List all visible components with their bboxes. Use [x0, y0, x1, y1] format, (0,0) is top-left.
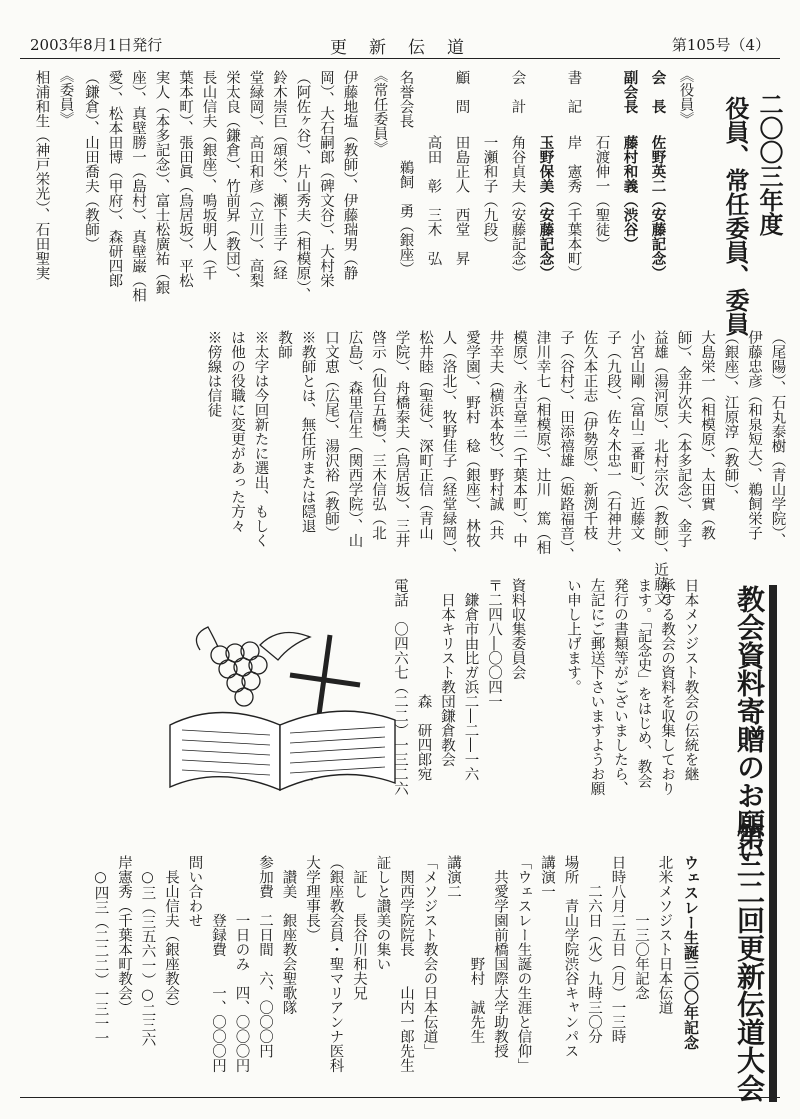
text-column: 承する教会の資料を収集しており — [659, 578, 675, 796]
officers-headline-year: 二〇〇三年度 — [755, 92, 784, 236]
officer-name: 玉野保美（安藤記念） — [537, 135, 555, 280]
text-column: 一三〇年記念 — [633, 855, 649, 1000]
text-column: 津川幸七（相模原）、辻川 篤（相 — [534, 330, 551, 555]
text-column: 「メソジスト教会の日本伝道」 — [421, 855, 438, 1058]
page-header — [0, 0, 800, 62]
text-column: （銀座）、江原淳（教師）、 — [722, 330, 739, 504]
text-column: 一日のみ 四、〇〇〇円 — [233, 855, 250, 1073]
text-column: ※教師とは、無任所または隠退 — [299, 330, 316, 533]
text-column: 師）、金井次夫（本多記念）、金子 — [675, 330, 692, 548]
text-column: 日本メソジスト教会の伝統を継 — [682, 578, 699, 781]
text-column: ※傍線は信徒 — [205, 330, 222, 417]
text-column: 長山信夫（銀座教会） — [163, 855, 179, 1015]
header-rule — [20, 58, 780, 59]
text-column: （銀座教会員・聖マリアンナ医科 — [327, 855, 344, 1073]
text-column: 長山信夫（銀座）、鳴坂明人（千 — [200, 70, 217, 281]
text-column: 子（九段）、佐々木忠一（石神井）、 — [605, 330, 621, 562]
text-column: 森 研四郎宛 — [415, 578, 432, 781]
text-column: 人（洛北）、牧野佳子（経堂緑岡）、 — [440, 330, 457, 562]
text-column: 鈴木崇巨（頌栄）、瀬下圭子（経 — [271, 70, 287, 281]
officer-name: 田島正人 西堂 昇 — [453, 135, 470, 266]
text-column: 「ウェスレー生誕の生涯と信仰」 — [515, 855, 532, 1073]
officer-role: 会 計 — [509, 70, 526, 114]
text-column: 啓示（仙台五橋）、三木信弘（北 — [370, 330, 386, 541]
text-column: 実人（本多記念）、富士松廣祐（銀 — [153, 70, 170, 295]
text-column: 関西学院院長 山内一郎先生 — [398, 855, 414, 1073]
text-column: 学院）、舟橋泰夫（鳥居坂）、三井 — [393, 330, 410, 548]
officer-name: 一瀬和子（九段） — [481, 135, 498, 251]
officer-role: 名誉会長 — [397, 70, 414, 128]
text-column: 北米メソジスト日本伝道 — [656, 855, 673, 1015]
text-column: 子（谷村）、田添禧雄（姫路福音）、 — [558, 330, 574, 562]
officer-name: 鵜飼 勇（銀座） — [397, 160, 414, 276]
text-column: （鎌倉）、山田喬夫（教師） — [83, 70, 99, 252]
open-bible-icon — [170, 711, 395, 790]
officers-headline-title: 役員、常任委員、委員 — [721, 96, 750, 336]
text-column: 左記にご郵送下さいますようお願 — [588, 578, 605, 796]
text-column: 小宮山剛（富山二番町）、近藤文 — [628, 330, 645, 541]
text-column: は他の役職に変更があった方々 — [229, 330, 245, 533]
text-column: 問い合わせ — [186, 855, 203, 928]
text-column: 座）、真壁勝一（島村）、真壁巌（相 — [130, 70, 146, 302]
text-column: ○三（三五六一）○二三六 — [139, 855, 156, 1047]
text-column: 発行の書類等がございましたら、 — [612, 578, 628, 796]
text-column: 佐久本正志（伊勢原）、新渕千枝 — [581, 330, 598, 541]
text-column: ます。「記念史」をはじめ、教会 — [635, 578, 652, 789]
issue-number: 第105号（4） — [671, 36, 770, 54]
text-column: 讃美 銀座教会聖歌隊 — [280, 855, 297, 1015]
text-column: ※太字は今回新たに選出、もしく — [252, 330, 269, 548]
text-column: （阿佐ヶ谷）、片山秀夫（相模原）、 — [294, 70, 311, 302]
text-column: 二六日（火）九時三〇分 — [586, 855, 602, 1044]
text-column: 相浦和生（神戸栄光）、石田聖実 — [33, 70, 50, 281]
text-column: 岡）、大石嗣郎（碑文谷）、大村栄 — [318, 70, 334, 288]
officer-name: 藤村和義（渋谷） — [621, 135, 639, 251]
officer-role: 顧 問 — [453, 70, 470, 114]
text-column: 大島栄一（相模原）、太田實（教 — [699, 330, 715, 541]
text-column: 愛学園）、野村 稔（銀座）、林牧 — [464, 330, 480, 548]
text-column: 大学理事長） — [304, 855, 320, 942]
officer-role: 会 長 — [649, 70, 667, 114]
text-column: 日本キリスト教団鎌倉教会 — [439, 578, 455, 767]
text-column: 堂緑岡）、高田和彦（立川）、高梨 — [247, 70, 264, 288]
officer-name: 角谷貞夫（安藤記念） — [509, 135, 526, 280]
text-column: い申し上げます。 — [565, 578, 581, 694]
newsletter-title: 更新伝道 — [330, 38, 486, 58]
bible-illustration — [160, 615, 410, 800]
text-column: 松井睦（聖徒）、深町正信（青山 — [417, 330, 433, 541]
convention-headline: 第三二回更新伝道大会 — [735, 822, 777, 1102]
text-column: 広島）、森里信生（関西学院）、山 — [346, 330, 363, 548]
text-column: 伊藤地塩（教師）、伊藤瑞男（静 — [341, 70, 358, 281]
text-column: （尾陽）、石丸泰樹（青山学院）、 — [769, 330, 786, 548]
text-column: 講演一 — [539, 855, 555, 899]
text-column: 〒二四八―〇〇四一 — [486, 578, 502, 709]
text-column: 愛）、松本田博（甲府）、森研四郎 — [106, 70, 123, 288]
text-column: 場所 青山学院渋谷キャンパス — [562, 855, 579, 1058]
publish-date: 2003年8月1日発行 — [30, 36, 163, 54]
officer-name: 岸 憲秀（千葉本町） — [565, 135, 582, 280]
grapes-icon — [196, 627, 310, 706]
donation-headline: 教会資料寄贈のお願い — [735, 585, 777, 865]
text-column: 葉本町）、張田眞（鳥居坂）、平松 — [177, 70, 193, 288]
text-column: 講演二 — [445, 855, 461, 899]
officer-name: 佐野英二（安藤記念） — [649, 135, 667, 280]
text-column: 益雄（湯河原）、北村宗次（教師）、近藤文 — [652, 330, 668, 606]
text-column: 証しと讃美の集い — [374, 855, 391, 971]
officers-label: 《役員》 — [677, 68, 694, 126]
text-column: 口文恵（広尾）、湯沢裕（教師） — [323, 330, 339, 541]
committee-label: 《常任委員》 — [371, 68, 388, 155]
text-column: 日時八月二五日（月）一三時 — [609, 855, 626, 1044]
text-column: 模原）、永吉章三（千葉本町）、中 — [511, 330, 527, 548]
text-column: 井幸夫（横浜本牧）、野村誠（共 — [487, 330, 504, 541]
officer-name: 石渡伸一（聖徒） — [593, 135, 610, 251]
text-column: ○四三（二二二）一三一一 — [92, 855, 109, 1045]
text-column: 電話 〇四六七（二二）一三二六 — [392, 578, 408, 796]
officer-name: 高田 彰 三木 弘 — [425, 135, 442, 266]
text-column: 伊藤忠彦（和泉短大）、鵜飼栄子 — [746, 330, 762, 541]
convention-subtitle: ウェスレー生誕三〇〇年記念 — [682, 855, 700, 1050]
text-column: 登録費 一、〇〇〇円 — [210, 855, 226, 1073]
text-column: 参加費 二日間 六、〇〇〇円 — [257, 855, 273, 1058]
text-column: 鎌倉市由比ガ浜二―二―一六 — [462, 578, 479, 781]
footer-rule — [20, 1097, 780, 1098]
members-label: 《委員》 — [57, 68, 74, 126]
text-column: 栄太良（鎌倉）、竹前昇（教団）、 — [224, 70, 240, 288]
officer-role: 書 記 — [565, 70, 582, 114]
text-column: 証し 長谷川和夫兄 — [351, 855, 367, 1000]
text-column: 資料収集委員会 — [509, 578, 526, 680]
text-column: 教師 — [276, 330, 292, 359]
text-column: 岸憲秀（千葉本町教会） — [116, 855, 132, 1015]
text-column: 野村 誠先生 — [468, 855, 485, 1044]
officer-role: 副会長 — [621, 70, 639, 114]
text-column: 共愛学園前橋国際大学助教授 — [492, 855, 508, 1058]
